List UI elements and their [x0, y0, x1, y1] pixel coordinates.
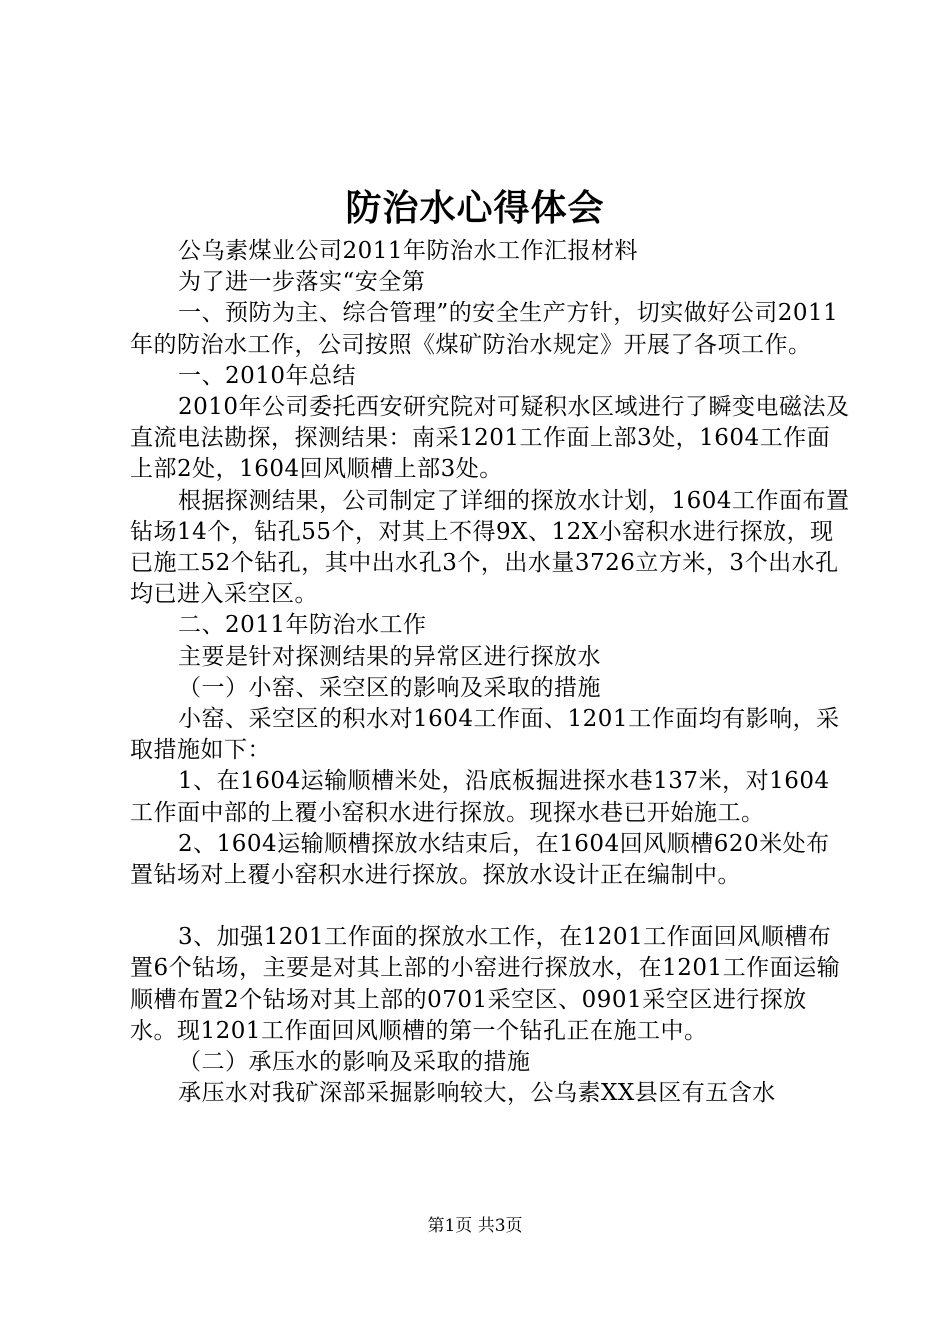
paragraph: 公乌素煤业公司2011年防治水工作汇报材料	[178, 238, 639, 264]
list-item: 3、加强1201工作面的探放水工作，在1201工作面回风顺槽布置6个钻场，主要是对其上部的小窑进行探放水，在1201工作面运输顺槽布置2个钻场对其上部的0701采空区、0901采空区进行探放水。现1201工作面回风顺槽的第一个钻孔正在施工中。	[130, 924, 841, 1044]
list-item: 1、在1604运输顺槽米处，沿底板掘进探水巷137米，对1604工作面中部的上覆小窑积水进行探放。现探水巷已开始施工。	[130, 768, 830, 826]
page-title: 防治水心得体会	[345, 187, 605, 229]
paragraph: 小窑、采空区的积水对1604工作面、1201工作面均有影响，采取措施如下：	[130, 706, 840, 764]
section-heading: 一、2010年总结	[178, 362, 357, 389]
paragraph: 承压水对我矿深部采掘影响较大，公乌素XX县区有五含水	[178, 1080, 776, 1107]
paragraph: 2010年公司委托西安研究院对可疑积水区域进行了瞬变电磁法及直流电法勘探，探测结果：南采1201工作面上部3处，1604工作面上部2处，1604回风顺槽上部3处。	[130, 394, 850, 483]
paragraph: 主要是针对探测结果的异常区进行探放水	[178, 643, 601, 670]
paragraph: 根据探测结果，公司制定了详细的探放水计划，1604工作面布置钻场14个，钻孔55个，对其上不得9X、12X小窑积水进行探放，现已施工52个钻孔，其中出水孔3个，出水量3726立方米，3个出水孔均已进入采空区。	[130, 487, 850, 608]
section-heading: 二、2011年防治水工作	[178, 612, 427, 639]
subsection-heading: （一）小窑、采空区的影响及采取的措施	[178, 674, 601, 701]
document-body	[130, 236, 850, 1109]
paragraph: 为了进一步落实“安全第	[178, 269, 426, 296]
subsection-heading: （二）承压水的影响及采取的措施	[178, 1049, 531, 1076]
list-item: 2、1604运输顺槽探放水结束后，在1604回风顺槽620米处布置钻场对上覆小窑积水进行探放。探放水设计正在编制中。	[130, 830, 830, 889]
page-footer: 第1页 共3页	[427, 1216, 523, 1236]
paragraph: 一、预防为主、综合管理”的安全生产方针，切实做好公司2011年的防治水工作，公司按照《煤矿防治水规定》开展了各项工作。	[130, 300, 839, 358]
